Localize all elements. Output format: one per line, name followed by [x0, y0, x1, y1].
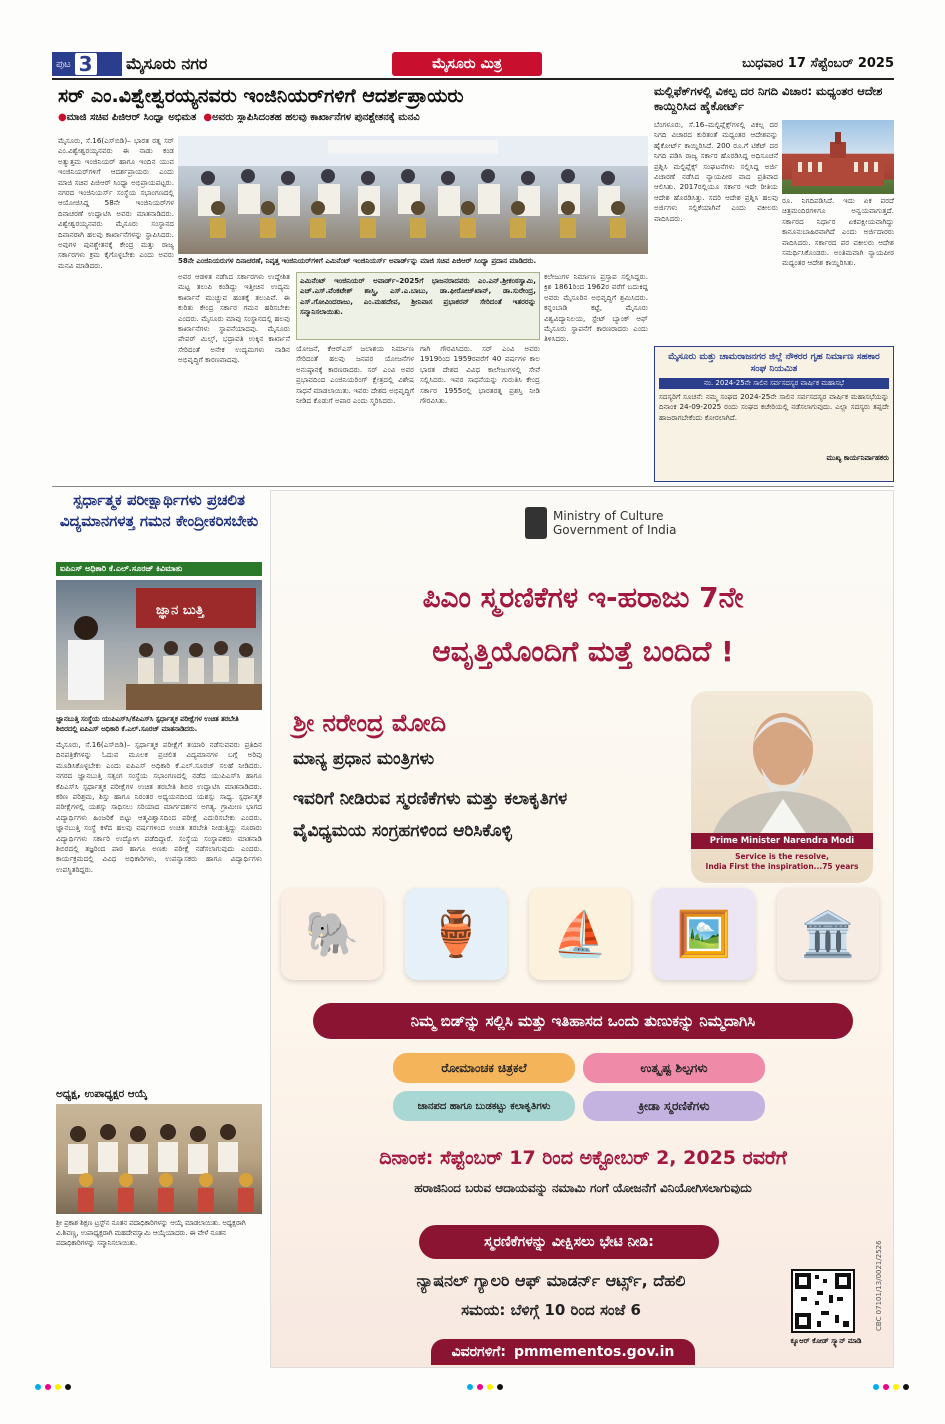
- ad-line1: ಇವರಿಗೆ ನೀಡಿರುವ ಸ್ಮರಣಿಕೆಗಳು ಮತ್ತು ಕಲಾಕೃತಿಗಳ: [293, 789, 568, 809]
- bid-banner: ನಿಮ್ಮ ಬಿಡ್‌ನ್ನು ಸಲ್ಲಿಸಿ ಮತ್ತು ಇತಿಹಾಸದ ಒಂದು ತುಣುಕನ್ನು ನಿಮ್ಮದಾಗಿಸಿ: [313, 1003, 853, 1039]
- award-winners-text: ಎಮಿನೆಂಟ್ ಇಂಜಿನಿಯರ್ ಅವಾರ್ಡ್–2025ಗೆ ಭಾಜನರಾದವರು ಎಂ.ಎನ್.ಶ್ರೀಕಂಠಸ್ವಾಮಿ, ಎಚ್.ಎಸ್.ವೆಂಕಟೇಶ್ ಶಾಸ್ತ್ರಿ, ಎಸ್.ಎ.ಬಾಬು, ಡಾ.ಫೀರೋಜ್‌ಖಾನ್, ಡಾ.ಸುರೇಂದ್ರ, ಎಸ್.ಗೋವಿಂದರಾಜು, ಎಂ.ಮಹದೇವ, ಶ್ರೀನಿವಾಸ ಪ್ರಭಾಕರನ್ ಸೇರಿದಂತೆ ಇತರರನ್ನು ಸನ್ಮಾನಿಸಲಾಯಿತು.: [300, 276, 536, 317]
- vase-icon: 🏺: [428, 909, 484, 960]
- issue-date: ಬುಧವಾರ 17 ಸೆಪ್ಟೆಂಬರ್ 2025: [742, 56, 894, 71]
- category-sculptures: ಉತ್ಕೃಷ್ಟ ಶಿಲ್ಪಗಳು: [583, 1053, 765, 1083]
- notice-title: ಮೈಸೂರು ಮತ್ತು ಚಾಮರಾಜನಗರ ಜಿಲ್ಲೆ ನೌಕರರ ಗೃಹ ನಿರ್ಮಾಣ ಸಹಕಾರ ಸಂಘ ನಿಯಮಿತ: [668, 352, 880, 374]
- elephant-icon: 🐘: [304, 909, 360, 960]
- category-paintings: ರೋಮಾಂಚಕ ಚಿತ್ರಕಲೆ: [393, 1053, 575, 1083]
- lead-sub2: ಅವರು ಸ್ಥಾಪಿಸಿದಂತಹ ಹಲವು ಕಾರ್ಖಾನೆಗಳ ಪುನಶ್ಚೇತನಕ್ಕೆ ಮನವಿ: [212, 112, 420, 123]
- sculpture-artwork-card: [777, 888, 879, 980]
- venue-text: ನ್ಯಾಷನಲ್ ಗ್ಯಾಲರಿ ಆಫ್ ಮಾಡರ್ನ್ ಆರ್ಟ್ಸ್, ದೆಹಲಿ: [416, 1271, 686, 1290]
- notice-signature: ಮುಖ್ಯ ಕಾರ್ಯನಿರ್ವಾಹಕರು: [826, 454, 889, 462]
- pm-role: ಮಾನ್ಯ ಪ್ರಧಾನ ಮಂತ್ರಿಗಳು: [293, 749, 435, 769]
- notice-subtitle: ನಂ. 2024-25ನೇ ಸಾಲಿನ ಸರ್ವಸದಸ್ಯರ ವಾರ್ಷಿಕ ಮಹಾಸಭೆ: [659, 378, 889, 389]
- high-court-photo: [782, 120, 894, 194]
- lead-subheads: [58, 112, 658, 123]
- right-story-continued: ರೂ. ನಿಗದಿಪಡಿಸಿದೆ. ಇದು ಏಕ ಪರದೆ ಚಿತ್ರಮಂದಿರಗಳಿಗೂ ಅನ್ವಯವಾಗುತ್ತದೆ. ಸರ್ಕಾರದ ನಿರ್ಧಾರ ಏಕಪಕ್ಷೀಯವಾಗಿದ್ದು ಕಾನೂನುಬಾಹಿರವಾಗಿದೆ ಎಂದು ಅರ್ಜಿದಾರರು ವಾದಿಸಿದರು. ಸರ್ಕಾರದ ಪರ ವಕೀಲರು ಆದೇಶ ಸಮರ್ಥಿಸಿಕೊಂಡರು. ಅಂತಿಮವಾಗಿ ನ್ಯಾಯಪೀಠ ಮಧ್ಯಂತರ ಆದೇಶ ಕಾಯ್ದಿರಿಸಿತು.: [782, 196, 894, 268]
- election-caption: ಶ್ರೀ ಪ್ರಕಾಶ ಶಿಕ್ಷಣ ಟ್ರಸ್ಟ್‌ನ ನೂತನ ಪದಾಧಿಕಾರಿಗಳನ್ನು ಆಯ್ಕೆ ಮಾಡಲಾಯಿತು. ಅಧ್ಯಕ್ಷರಾಗಿ ವಿ.ಶಿವಣ್ಣ, ಉಪಾಧ್ಯಕ್ಷರಾಗಿ ಮಹದೇವಸ್ವಾಮಿ ಆಯ್ಕೆಯಾದರು. ಈ ವೇಳೆ ನೂತನ ಪದಾಧಿಕಾರಿಗಳನ್ನು ಸನ್ಮಾನಿಸಲಾಯಿತು.: [56, 1219, 246, 1247]
- ad-line2: ವೈವಿಧ್ಯಮಯ ಸಂಗ್ರಹಗಳಿಂದ ಆರಿಸಿಕೊಳ್ಳಿ: [293, 821, 512, 841]
- ad-title-line2: ಆವೃತ್ತಿಯೊಂದಿಗೆ ಮತ್ತೆ ಬಂದಿದೆ !: [432, 635, 734, 668]
- pm-portrait-image: [691, 691, 873, 841]
- award-group-photo: [178, 136, 648, 254]
- society-notice: [654, 346, 894, 482]
- boat-artwork-card: [529, 888, 631, 980]
- category-sports: ಕ್ರೀಡಾ ಸ್ಮರಣಿಕೆಗಳು: [583, 1091, 765, 1121]
- proceeds-note: ಹರಾಜಿನಿಂದ ಬರುವ ಆದಾಯವನ್ನು ನಮಾಮಿ ಗಂಗೆ ಯೋಜನೆಗೆ ವಿನಿಯೋಗಿಸಲಾಗುವುದು: [414, 1181, 752, 1195]
- pm-badge: Prime Minister Narendra Modi: [691, 833, 873, 849]
- print-registration-marks: [30, 1380, 915, 1394]
- section-title: ಮೈಸೂರು ನಗರ: [126, 54, 208, 73]
- qr-code-graphic: [793, 1271, 853, 1331]
- page-number: 3: [75, 53, 97, 75]
- sculpture-icon: 🏛️: [800, 909, 856, 960]
- painting-artwork-card: [653, 888, 755, 980]
- cbc-code: CBC 07101/13/0021/2526: [875, 1240, 883, 1331]
- award-winners-box: [296, 272, 540, 340]
- qr-label: ಕ್ಯೂಆರ್ ಕೋಡ್ ಸ್ಕ್ಯಾನ್ ಮಾಡಿ: [790, 1337, 862, 1345]
- category-folk-tribal: ಜಾನಪದ ಹಾಗೂ ಬುಡಕಟ್ಟು ಕಲಾಕೃತಿಗಳು: [393, 1091, 575, 1121]
- header-rule: [52, 78, 894, 80]
- bullet-icon: ●: [58, 112, 67, 123]
- election-group-photo: [56, 1104, 262, 1214]
- pm-mementos-advertisement: [270, 490, 894, 1368]
- page-header: [52, 52, 894, 76]
- right-story-headline: ಮಲ್ಲಿಫೆಕ್‌ಗಳಲ್ಲಿ ವಿಕಲ್ಪ ದರ ನಿಗದಿ ವಿಚಾರ: ಮಧ್ಯಂತರ ಆದೇಶ ಕಾಯ್ದಿರಿಸಿದ ಹೈಕೋರ್ಟ್: [654, 84, 883, 113]
- lead-column-4: ಗಾಗಿ ಗೌರವಿಸಿದರು. ಸರ್ ಎಂವಿ ಅವರು 1919ರಿಂದ 1959ರವರೆಗೆ 40 ವರ್ಷಗಳ ಕಾಲ ಭಾರತ ದೇಶದ ವಿವಿಧ ಕಾಲೇಜುಗಳಲ್ಲಿ ಸೇವೆ ಸಲ್ಲಿಸಿದರು. ಇವರ ಸಾಧನೆಯನ್ನು ಗುರುತಿಸಿ ಕೇಂದ್ರ ಸರ್ಕಾರ 1955ರಲ್ಲಿ ಭಾರತರತ್ನ ಪ್ರಶಸ್ತಿ ನೀಡಿ ಗೌರವಿಸಿತು.: [420, 344, 540, 406]
- row-rule: [52, 486, 894, 487]
- pm-slogan: [691, 852, 873, 872]
- ad-title-line1: ಪಿಎಂ ಸ್ಮರಣಿಕೆಗಳ ಇ-ಹರಾಜು 7ನೇ: [422, 581, 744, 614]
- lead-column-5: ಕಲೇಜುಗಳ ನಿರ್ಮಾಣ ಪ್ರಸ್ತಾಪ ಸಲ್ಲಿಸಿದ್ದರು. ಕ್ರಿಶ 1861ರಿಂದ 1962ರ ವರೆಗೆ ಬದುಕಿದ್ದ ಅವರು ಮೈಸೂರಿನ ಅಭಿವೃದ್ಧಿಗೆ ಶ್ರಮಿಸಿದರು. ಕನ್ನಂಬಾಡಿ ಕಟ್ಟೆ, ಮೈಸೂರು ವಿಶ್ವವಿದ್ಯಾನಿಲಯ, ಸ್ಟೇಟ್ ಬ್ಯಾಂಕ್ ಆಫ್ ಮೈಸೂರು ಸ್ಥಾಪನೆಗೆ ಕಾರಣರಾದರು ಎಂದು ತಿಳಿಸಿದರು.: [544, 272, 648, 344]
- award-photo-image: [178, 136, 648, 254]
- timing-text: ಸಮಯ: ಬೆಳಿಗ್ಗೆ 10 ರಿಂದ ಸಂಜೆ 6: [461, 1301, 641, 1319]
- award-photo-caption: 58ನೇ ಎಂಜಿನಿಯರುಗಳ ದಿನಾಚರಣೆ, ನಿವೃತ್ತ ಇಂಜಿನಿಯರ್‌ಗಳಿಗೆ ಎಮಿನೆಂಟ್ ಇಂಜಿನಿಯರ್ಸ್ ಅವಾರ್ಡ್‌ನ್ನು ಮಾಜಿ ಸಚಿವ ಪಿಜಿಆರ್ ಸಿಂಧ್ಯಾ ಪ್ರದಾನ ಮಾಡಿದರು.: [178, 257, 537, 265]
- court-building-image: [782, 120, 894, 194]
- elephant-artwork-card: [281, 888, 383, 980]
- page-number-tag: [52, 52, 122, 76]
- ministry-name: [553, 509, 676, 537]
- painting-icon: 🖼️: [676, 909, 732, 960]
- details-label: ವಿವರಗಳಿಗೆ:: [451, 1344, 506, 1360]
- page-label: ಪುಟ: [56, 58, 71, 70]
- qr-code-icon[interactable]: [791, 1269, 855, 1333]
- bullet-icon: ●: [203, 112, 213, 123]
- vase-artwork-card: [405, 888, 507, 980]
- pm-name: ಶ್ರೀ ನರೇಂದ್ರ ಮೋದಿ: [293, 709, 447, 737]
- visit-banner: ಸ್ಮರಣಿಕೆಗಳನ್ನು ವೀಕ್ಷಿಸಲು ಭೇಟಿ ನೀಡಿ:: [419, 1225, 719, 1259]
- website-link[interactable]: pmmementos.gov.in: [513, 1344, 675, 1360]
- boat-icon: ⛵: [552, 909, 608, 960]
- exam-event-photo: [56, 580, 262, 710]
- exam-story-tag: ಐಪಿಎಸ್ ಅಧಿಕಾರಿ ಕೆ.ಎಲ್.ಸೂರಜ್ ಕಿವಿಮಾತು: [56, 562, 262, 576]
- auction-dates: ದಿನಾಂಕ: ಸೆಪ್ಟೆಂಬರ್ 17 ರಿಂದ ಅಕ್ಟೋಬರ್ 2, 2025 ರವರೆಗೆ: [379, 1147, 787, 1169]
- pm-slogan-line1: Service is the resolve,: [735, 852, 829, 861]
- national-emblem-icon: [525, 507, 547, 539]
- right-story-body: ಬೆಂಗಳೂರು, ಸೆ.16–ಮಲ್ಟಿಪ್ಲೆಕ್ಸ್‌ಗಳಲ್ಲಿ ವಿಕಲ್ಪ ದರ ನಿಗದಿ ವಿಚಾರದ ಕುರಿತಂತೆ ಮಧ್ಯಂತರ ಆದೇಶವನ್ನು ಹೈಕೋರ್ಟ್ ಕಾಯ್ದಿರಿಸಿದೆ. 200 ರೂ.ಗೆ ಟಿಕೆಟ್ ದರ ನಿಗದಿ ಪಡಿಸಿ ರಾಜ್ಯ ಸರ್ಕಾರ ಹೊರಡಿಸಿದ್ದ ಅಧಿಸೂಚನೆ ಪ್ರಶ್ನಿಸಿ ಮಲ್ಟಿಪ್ಲೆಕ್ಸ್ ಸಂಘಟನೆಗಳು ಸಲ್ಲಿಸಿದ್ದ ಅರ್ಜಿ ವಿಚಾರಣೆ ನಡೆಸಿದ ನ್ಯಾಯಪೀಠ ವಾದ ಪ್ರತಿವಾದ ಆಲಿಸಿತು. 2017ರಲ್ಲಿಯೂ ಸರ್ಕಾರ ಇದೇ ರೀತಿಯ ಆದೇಶ ಹೊರಡಿಸಿತ್ತು. ಸದರಿ ಆದೇಶ ಪ್ರಶ್ನಿಸಿ ಹಲವು ಅರ್ಜಿಗಳು ಸಲ್ಲಿಕೆಯಾಗಿವೆ ಎಂದು ವಕೀಲರು ವಾದಿಸಿದರು.: [654, 120, 778, 223]
- pm-portrait-card: [691, 691, 873, 883]
- ministry-label: Ministry of Culture: [553, 509, 664, 523]
- election-headline: ಅಧ್ಯಕ್ಷ, ಉಪಾಧ್ಯಕ್ಷರ ಆಯ್ಕೆ: [56, 1088, 148, 1100]
- lead-headline: ಸರ್ ಎಂ.ವಿಶ್ವೇಶ್ವರಯ್ಯನವರು ಇಂಜಿನಿಯರ್‌ಗಳಿಗೆ ಆದರ್ಶಪ್ರಾಯರು: [58, 85, 464, 107]
- exam-photo-caption: ಜ್ಞಾನಬುತ್ತಿ ಸಂಸ್ಥೆಯ ಯುಪಿಎಸ್‌ಸಿ/ಕೆಪಿಎಸ್‌ಸಿ ಸ್ಪರ್ಧಾತ್ಮಕ ಪರೀಕ್ಷೆಗಳ ಉಚಿತ ತರಬೇತಿ ಶಿಬಿರದಲ್ಲಿ ಐಪಿಎಸ್ ಅಧಿಕಾರಿ ಕೆ.ಎಲ್.ಸೂರಜ್ ಮಾತನಾಡಿದರು.: [56, 715, 239, 733]
- election-photo-image: [56, 1104, 262, 1214]
- lead-column-1: ಮೈಸೂರು, ಸೆ.16(ಎಸ್‌ಬಿಡಿ)– ಭಾರತ ರತ್ನ ಸರ್ ಎಂ.ವಿಶ್ವೇಶ್ವರಯ್ಯನವರು ಈ ನಾಡು ಕಂಡ ಅತ್ಯುತ್ತಮ ಇಂಜಿನಿಯರ್ ಹಾಗೂ ಇಂದಿನ ಯುವ ಇಂಜಿನಿಯರ್‌ಗಳಿಗೆ ಆದರ್ಶಪ್ರಾಯರು ಎಂದು ಮಾಜಿ ಸಚಿವ ಪಿಜಿಆರ್ ಸಿಂಧ್ಯಾ ಅಭಿಪ್ರಾಯಪಟ್ಟರು. ನಗರದ ಇಂಜಿನಿಯರ್ಸ್ ಸಂಸ್ಥೆಯ ಸಭಾಂಗಣದಲ್ಲಿ ಆಯೋಜಿಸಿದ್ದ 58ನೇ ಇಂಜಿನಿಯರ್‌ಗಳ ದಿನಾಚರಣೆ ಉದ್ಘಾಟಿಸಿ ಅವರು ಮಾತನಾಡಿದರು. ವಿಶ್ವೇಶ್ವರಯ್ಯನವರು ಮೈಸೂರು ಸಂಸ್ಥಾನದ ದಿವಾನರಾಗಿ ಹಲವು ಕಾರ್ಖಾನೆಗಳನ್ನು ಸ್ಥಾಪಿಸಿದರು. ಅವುಗಳ ಪುನಶ್ಚೇತನಕ್ಕೆ ಕೇಂದ್ರ ಮತ್ತು ರಾಜ್ಯ ಸರ್ಕಾರಗಳು ಕ್ರಮ ಕೈಗೊಳ್ಳಬೇಕು ಎಂದು ಅವರು ಮನವಿ ಮಾಡಿದರು.: [58, 136, 174, 270]
- notice-body: ಸದಸ್ಯರಿಗೆ ಸೂಚನೆ: ನಮ್ಮ ಸಂಘದ 2024-25ನೇ ಸಾಲಿನ ಸರ್ವಸದಸ್ಯರ ವಾರ್ಷಿಕ ಮಹಾಸಭೆಯನ್ನು ದಿನಾಂಕ 24-09-2025 ರಂದು ಸಂಘದ ಕಚೇರಿಯಲ್ಲಿ ನಡೆಸಲಾಗುವುದು. ಎಲ್ಲಾ ಸದಸ್ಯರು ತಪ್ಪದೇ ಹಾಜರಾಗಬೇಕೆಂದು ಕೋರಲಾಗಿದೆ.: [659, 392, 889, 422]
- lead-column-3: ಯೋಜನೆ, ಕೆಆರ್‌ಎಸ್ ಜಲಾಶಯ ನಿರ್ಮಾಣ ಸೇರಿದಂತೆ ಹಲವು ಜನಪರ ಯೋಜನೆಗಳ ಅನುಷ್ಠಾನಕ್ಕೆ ಕಾರಣರಾದರು. ಸರ್ ಎಂವಿ ಅವರ ಪ್ರಭಾವದಿಂದ ಎಂಜಿನಿಯರಿಂಗ್ ಕ್ಷೇತ್ರದಲ್ಲಿ ವಿಶೇಷ ಸಾಧನೆ ಮಾಡಲಾಯಿತು. ಇವರು ದೇಶದ ಅಭಿವೃದ್ಧಿಗೆ ನೀಡಿದ ಕೊಡುಗೆ ಅಪಾರ ಎಂದು ಸ್ಮರಿಸಿದರು.: [296, 344, 414, 406]
- banner-text: ಜ್ಞಾನ ಬುತ್ತಿ: [156, 603, 204, 618]
- pm-slogan-line2: India First the inspiration...75 years: [705, 862, 859, 871]
- exam-story-headline: ಸ್ಪರ್ಧಾತ್ಮಕ ಪರೀಕ್ಷಾರ್ಥಿಗಳು ಪ್ರಚಲಿತ ವಿದ್ಯಮಾನಗಳತ್ತ ಗಮನ ಕೇಂದ್ರೀಕರಿಸಬೇಕು: [59, 491, 259, 530]
- lead-column-2: ಅವರ ಆಡಳಿತ ನಡೆಸಿದ ಸರ್ಕಾರಗಳು ಉದ್ದೇಶಿತ ಮಟ್ಟ ತಲುಪಿ ಕಂಡಿದ್ದು ಇತ್ತೀಚಿನ ಉದ್ಯಮ ಕಾರ್ಖಾನೆ ಮುಚ್ಚುವ ಹಂತಕ್ಕೆ ತಲುಪಿವೆ. ಈ ಕುರಿತು ಕೇಂದ್ರ ಸರ್ಕಾರ ಗಮನ ಹರಿಸಬೇಕು ಎಂದರು. ಮೈಸೂರು ಮಾವು ಸಂಸ್ಥಾನದಲ್ಲಿ ಹಲವು ಕಾರ್ಖಾನೆಗಳು ಸ್ಥಾಪನೆಯಾದವು. ಮೈಸೂರು ಪೇಪರ್ ಮಿಲ್ಸ್, ಭದ್ರಾವತಿ ಉಕ್ಕಿನ ಕಾರ್ಖಾನೆ ಸೇರಿದಂತೆ ಅನೇಕ ಉದ್ಯಮಗಳು ನಾಡಿನ ಅಭಿವೃದ್ಧಿಗೆ ಕಾರಣವಾದವು.: [178, 272, 290, 365]
- exam-story-body: ಮೈಸೂರು, ಸೆ.16(ಎಸ್‌ಬಿಡಿ)– ಸ್ಪರ್ಧಾತ್ಮಕ ಪರೀಕ್ಷೆಗೆ ತಯಾರಿ ನಡೆಸುವವರು ಪ್ರತಿದಿನ ದಿನಪತ್ರಿಕೆಗಳನ್ನು ಓದುವ ಮೂಲಕ ಪ್ರಚಲಿತ ವಿದ್ಯಮಾನಗಳ ಬಗ್ಗೆ ಅರಿವು ಮೂಡಿಸಿಕೊಳ್ಳಬೇಕು ಎಂದು ಐಪಿಎಸ್ ಅಧಿಕಾರಿ ಕೆ.ಎಲ್.ಸೂರಜ್ ಸಲಹೆ ನೀಡಿದರು. ನಗರದ ಜ್ಞಾನಬುತ್ತಿ ಸತ್ಸಂಗ ಸಂಸ್ಥೆಯ ಸಭಾಂಗಣದಲ್ಲಿ ನಡೆದ ಯುಪಿಎಸ್‌ಸಿ ಹಾಗೂ ಕೆಪಿಎಸ್‌ಸಿ ಸ್ಪರ್ಧಾತ್ಮಕ ಪರೀಕ್ಷೆಗಳ ಉಚಿತ ತರಬೇತಿ ಶಿಬಿರ ಉದ್ಘಾಟಿಸಿ ಮಾತನಾಡಿದರು. ಕಠಿಣ ಪರಿಶ್ರಮ, ಶಿಸ್ತು ಹಾಗೂ ನಿರಂತರ ಅಧ್ಯಯನದಿಂದ ಯಶಸ್ಸು ಸಾಧ್ಯ. ಸ್ಪರ್ಧಾತ್ಮಕ ಪರೀಕ್ಷೆಗಳಲ್ಲಿ ಯಶಸ್ಸು ಸಾಧಿಸಲು ಸರಿಯಾದ ಮಾರ್ಗದರ್ಶನ ಅಗತ್ಯ. ಗ್ರಾಮೀಣ ಭಾಗದ ವಿದ್ಯಾರ್ಥಿಗಳು ಹಿಂಜರಿಕೆ ಬಿಟ್ಟು ಆತ್ಮವಿಶ್ವಾಸದಿಂದ ಪರೀಕ್ಷೆ ಎದುರಿಸಬೇಕು ಎಂದರು. ಜ್ಞಾನಬುತ್ತಿ ಸಂಸ್ಥೆ ಕಳೆದ ಹಲವು ವರ್ಷಗಳಿಂದ ಉಚಿತ ತರಬೇತಿ ನೀಡುತ್ತಿದ್ದು ನೂರಾರು ವಿದ್ಯಾರ್ಥಿಗಳು ಸರ್ಕಾರಿ ಉದ್ಯೋಗ ಪಡೆದಿದ್ದಾರೆ. ಸಂಸ್ಥೆಯ ಸಂಸ್ಥಾಪಕರು ಮಾತನಾಡಿ ಶಿಬಿರದಲ್ಲಿ ತಜ್ಞರಿಂದ ಪಾಠ ಹಾಗೂ ಅಣಕು ಪರೀಕ್ಷೆ ನಡೆಸಲಾಗುವುದು ಎಂದರು. ಕಾರ್ಯಕ್ರಮದಲ್ಲಿ ವಿವಿಧ ಅಧಿಕಾರಿಗಳು, ಉಪನ್ಯಾಸಕರು ಹಾಗೂ ವಿದ್ಯಾರ್ಥಿಗಳು ಉಪಸ್ಥಿತರಿದ್ದರು.: [56, 740, 262, 874]
- website-banner: [431, 1339, 695, 1365]
- masthead-logo: ಮೈಸೂರು ಮಿತ್ರ: [392, 52, 542, 76]
- government-label: Government of India: [553, 523, 677, 537]
- exam-photo-image: [56, 580, 262, 710]
- lead-sub1: ಮಾಜಿ ಸಚಿವ ಪಿಜಿಆರ್ ಸಿಂಧ್ಯಾ ಅಭಿಮತ: [66, 112, 197, 123]
